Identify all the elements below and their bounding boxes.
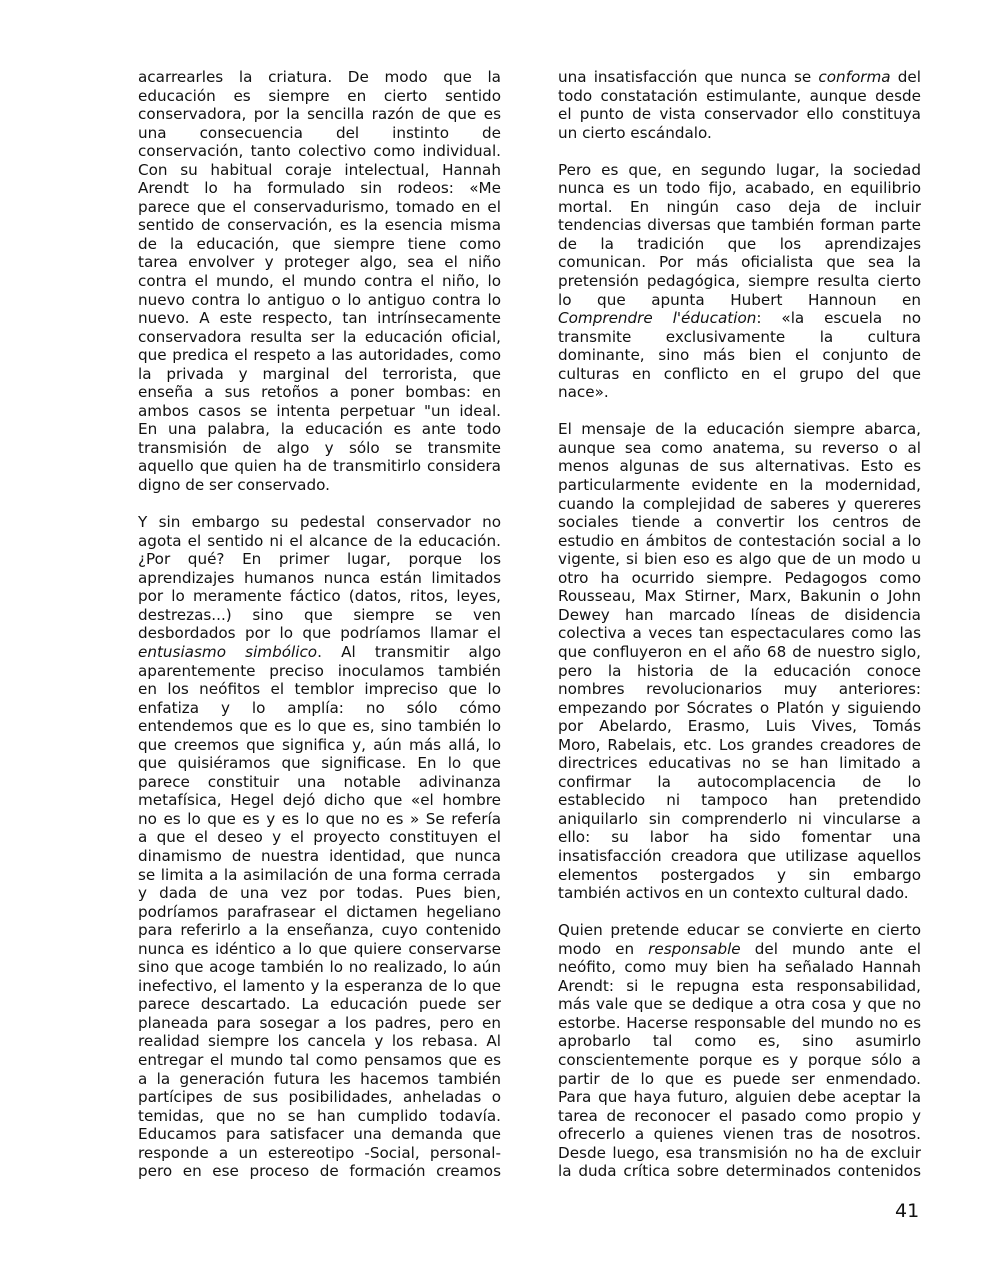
text-line: parece descartado. La educación puede ser: [138, 995, 501, 1014]
text-line: educación es siempre en cierto sentido: [138, 86, 501, 105]
text-line: enseña a sus retoños a poner bombas: en: [138, 383, 501, 402]
text-line-with-italic: [558, 68, 921, 87]
text-line: ¿Por qué? En primer lugar, porque los: [138, 550, 501, 569]
text-line: la duda crítica sobre determinados contenidos: [558, 1162, 921, 1181]
text-line: culturas en conflicto en el grupo del que: [558, 364, 921, 383]
text-line: desbordados por lo que podríamos llamar el: [138, 624, 501, 643]
italic-term: responsable: [648, 939, 741, 958]
text-line: en los neófitos el temblor impreciso que lo: [138, 680, 501, 699]
right-text-column: [558, 68, 921, 1181]
text-line: que predica el respeto a las autoridades, como: [138, 346, 501, 365]
text-line: transmisión de algo y sólo se transmite: [138, 438, 501, 457]
paragraph-gap: [558, 142, 921, 161]
text-line: pero la historia de la educación conoce: [558, 661, 921, 680]
italic-term: conforma: [818, 68, 891, 86]
paragraph: [558, 161, 921, 402]
text-line: parece constituir una notable adivinanza: [138, 772, 501, 791]
text-line: Dewey han marcado líneas de disidencia: [558, 605, 921, 624]
text-line: también activos en un contexto cultural dado.: [558, 884, 909, 903]
text-fragment: . Al transmitir algo: [317, 642, 501, 661]
text-line: estudio en ámbitos de contestación social a lo: [558, 531, 921, 550]
text-line: que quisiéramos que significase. En lo que: [138, 754, 501, 773]
text-line: tendencias diversas que también forman parte: [558, 216, 921, 235]
text-line: de la tradición que los aprendizajes: [558, 234, 921, 253]
text-line: un cierto escándalo.: [558, 123, 712, 142]
text-line: aniquilarlo sin comprenderlo ni vincularse a: [558, 809, 921, 828]
text-line: realidad siempre los cancela y los rebasa. Al: [138, 1032, 501, 1051]
text-line: colectiva a veces tan espectaculares como las: [558, 624, 921, 643]
text-line: nace».: [558, 383, 609, 402]
paragraph: [138, 68, 501, 495]
text-line: confirmar la autocomplacencia de lo: [558, 772, 921, 791]
text-line: elementos postergados y sin embargo: [558, 865, 921, 884]
text-line: El mensaje de la educación siempre abarca,: [558, 420, 921, 439]
text-line: agota el sentido ni el alcance de la educación.: [138, 531, 501, 550]
text-line: tarea de reconocer el pasado como propio y: [558, 1106, 921, 1125]
italic-term: entusiasmo simbólico: [138, 642, 318, 661]
text-line: una consecuencia del instinto de: [138, 123, 501, 142]
text-line: insatisfacción creadora que utilizase aquellos: [558, 846, 921, 865]
text-line: a que el deseo y el proyecto constituyen el: [138, 828, 501, 847]
text-line: empezando por Sócrates o Platón y siguiendo: [558, 698, 921, 717]
text-line: Educamos para satisfacer una demanda que: [138, 1125, 501, 1144]
text-line: tarea envolver y proteger algo, sea el niño: [138, 253, 501, 272]
text-line: sociales tiende a convertir los centros de: [558, 513, 921, 532]
text-line: particularmente evidente en la modernidad,: [558, 476, 921, 495]
paragraph: [138, 513, 501, 1181]
paragraph: [558, 68, 921, 142]
text-line: nuevo contra lo antiguo o lo antiguo contra lo: [138, 290, 501, 309]
text-line: neófito, como muy bien ha señalado Hannah: [558, 958, 921, 977]
text-line: menos algunas de sus alternativas. Esto es: [558, 457, 921, 476]
text-line: nunca es un todo fijo, acabado, en equilibrio: [558, 179, 921, 198]
text-line: destrezas...) sino que siempre se ven: [138, 605, 501, 624]
text-line: no es lo que es y es lo que no es » Se refería: [138, 809, 501, 828]
text-line-with-italic: [138, 643, 501, 662]
text-line: más vale que se dedique a otra cosa y que no: [558, 995, 921, 1014]
text-line: y dada de una vez por todas. Pues bien,: [138, 884, 501, 903]
text-line: Arendt: si le repugna esta responsabilidad,: [558, 976, 921, 995]
text-line: cuando la complejidad de saberes y quereres: [558, 494, 921, 513]
text-line: Quien pretende educar se convierte en cierto: [558, 921, 921, 940]
text-line: partir de lo que es puede ser enmendado.: [558, 1069, 921, 1088]
text-line: Y sin embargo su pedestal conservador no: [138, 513, 501, 532]
text-line: nombres revolucionarios muy anteriores:: [558, 680, 921, 699]
left-text-column: [138, 68, 501, 1181]
text-line: dominante, sino más bien el conjunto de: [558, 346, 921, 365]
text-line: estorbe. Hacerse responsable del mundo no es: [558, 1013, 921, 1032]
text-line: entregar el mundo tal como pensamos que es: [138, 1050, 501, 1069]
text-line: pretensión pedagógica, siempre resulta cierto: [558, 272, 921, 291]
text-line: Moro, Rabelais, etc. Los grandes creadores de: [558, 735, 921, 754]
text-line: ambos casos se intenta perpetuar "un ideal.: [138, 401, 501, 420]
text-line: contra el mundo, el mundo contra el niño, lo: [138, 272, 501, 291]
text-line: podríamos parafrasear el dictamen hegeliano: [138, 902, 501, 921]
text-line: que creemos que significa y, aún más allá, lo: [138, 735, 501, 754]
text-line: partícipes de sus posibilidades, anheladas o: [138, 1088, 501, 1107]
text-line: nuevo. A este respecto, tan intrínsecamente: [138, 309, 501, 328]
text-line: otro ha ocurrido siempre. Pedagogos como: [558, 568, 921, 587]
text-line: entendemos que es lo que es, sino también lo: [138, 717, 501, 736]
text-line: temidas, que no se han cumplido todavía.: [138, 1106, 501, 1125]
text-line: por lo meramente fáctico (datos, ritos, leyes,: [138, 587, 501, 606]
text-line: nunca es idéntico a lo que quiere conservarse: [138, 939, 501, 958]
text-line: aprobarlo tal como es, sino asumirlo: [558, 1032, 921, 1051]
text-fragment: del mundo ante el: [740, 939, 921, 958]
text-line: sentido de conservación, es la esencia misma: [138, 216, 501, 235]
text-line-with-italic: [558, 309, 921, 328]
text-line: sino que acoge también lo no realizado, lo aún: [138, 958, 501, 977]
text-line: mortal. En ningún caso deja de incluir: [558, 197, 921, 216]
text-line: Con su habitual coraje intelectual, Hannah: [138, 160, 501, 179]
text-line: Rousseau, Max Stirner, Marx, Bakunin o John: [558, 587, 921, 606]
text-line: lo que apunta Hubert Hannoun en: [558, 290, 921, 309]
text-line: a la generación futura les hacemos también: [138, 1069, 501, 1088]
text-fragment: modo en: [558, 939, 649, 958]
text-line: parece que el conservadurismo, tomado en el: [138, 197, 501, 216]
text-line: aunque sea como anatema, su reverso o al: [558, 438, 921, 457]
text-line: inefectivo, el lamento y la esperanza de lo que: [138, 976, 501, 995]
text-line: ello: su labor ha sido fomentar una: [558, 828, 921, 847]
text-line: conservadora, por la sencilla razón de que es: [138, 105, 501, 124]
text-line: conservadora resulta ser la educación oficial,: [138, 327, 501, 346]
text-fragment: una insatisfacción que nunca se: [558, 68, 819, 86]
text-line: En una palabra, la educación es ante todo: [138, 420, 501, 439]
paragraph-gap: [558, 402, 921, 421]
book-title: Comprendre l'éducation: [558, 309, 757, 328]
paragraph: [558, 420, 921, 902]
text-line: acarrearles la criatura. De modo que la: [138, 68, 501, 86]
text-line: Pero es que, en segundo lugar, la sociedad: [558, 160, 921, 179]
text-line: por Abelardo, Erasmo, Luis Vives, Tomás: [558, 717, 921, 736]
text-line: el punto de vista conservador ello constituya: [558, 105, 921, 124]
text-line: conscientemente porque es y porque sólo a: [558, 1050, 921, 1069]
text-line: digno de ser conservado.: [138, 476, 330, 495]
paragraph-gap: [138, 495, 501, 514]
text-line: para referirlo a la enseñanza, cuyo contenido: [138, 921, 501, 940]
text-line: Para que haya futuro, alguien debe aceptar la: [558, 1088, 921, 1107]
text-line: planeada para sosegar a los padres, pero en: [138, 1013, 501, 1032]
text-line: responde a un estereotipo -Social, personal-: [138, 1143, 501, 1162]
text-line: aprendizajes humanos nunca están limitados: [138, 568, 501, 587]
text-line: aparentemente preciso inoculamos también: [138, 661, 501, 680]
text-line: vigente, si bien eso es algo que de un modo u: [558, 550, 921, 569]
text-line: la privada y marginal del terrorista, que: [138, 364, 501, 383]
text-line: se limita a la asimilación de una forma cerrada: [138, 865, 501, 884]
text-line: transmite exclusivamente la cultura: [558, 327, 921, 346]
text-line: todo constatación estimulante, aunque desde: [558, 86, 921, 105]
text-line: Desde luego, esa transmisión no ha de excluir: [558, 1143, 921, 1162]
text-line: Arendt lo ha formulado sin rodeos: «Me: [138, 179, 501, 198]
page-number: 41: [895, 1200, 920, 1222]
paragraph-gap: [558, 903, 921, 922]
text-line: directrices educativas no se han limitado a: [558, 754, 921, 773]
paragraph: [558, 921, 921, 1181]
text-line: comunican. Por más oficialista que sea la: [558, 253, 921, 272]
text-line-with-italic: [558, 940, 921, 959]
text-line: ofrecerlo a quienes vienen tras de nosotros.: [558, 1125, 921, 1144]
text-line: metafísica, Hegel dejó dicho que «el hombre: [138, 791, 501, 810]
text-fragment: del: [890, 68, 921, 86]
text-line: establecido ni tampoco han pretendido: [558, 791, 921, 810]
text-fragment: : «la escuela no: [756, 309, 921, 328]
text-line: que confluyeron en el año 68 de nuestro siglo,: [558, 642, 921, 661]
text-line: dinamismo de nuestra identidad, que nunca: [138, 846, 501, 865]
text-line: aquello que quien ha de transmitirlo considera: [138, 457, 501, 476]
text-line: de la educación, que siempre tiene como: [138, 234, 501, 253]
text-line: conservación, tanto colectivo como individual.: [138, 142, 501, 161]
text-line: enfatiza y lo amplía: no sólo cómo: [138, 698, 501, 717]
text-line: pero en ese proceso de formación creamos: [138, 1162, 501, 1181]
